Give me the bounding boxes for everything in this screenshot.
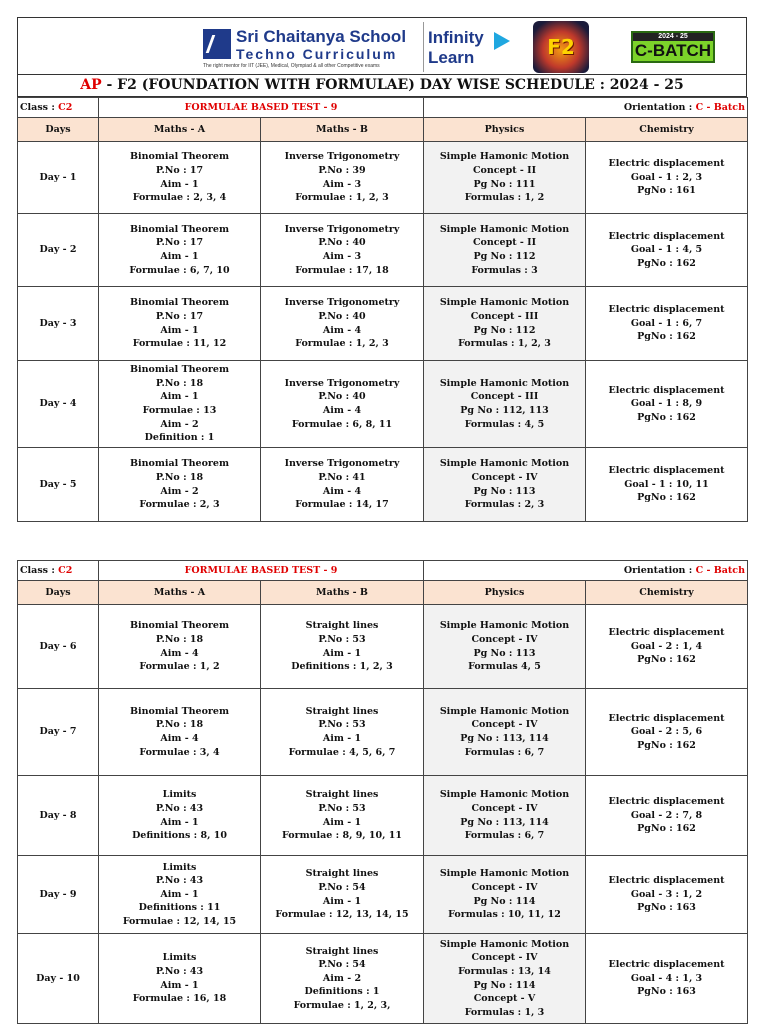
cell-line: Aim - 4 xyxy=(322,324,362,336)
cell-line: Aim - 1 xyxy=(322,895,362,907)
cell-line: P.No : 39 xyxy=(318,164,366,176)
cell-line: P.No : 17 xyxy=(155,164,204,176)
cell-line: Straight lines xyxy=(305,868,379,880)
cell-line: P.No : 41 xyxy=(318,471,366,483)
cell-line: Definitions : 8, 10 xyxy=(132,830,227,842)
cell-line: Aim - 1 xyxy=(160,178,199,190)
cell-line: Aim - 1 xyxy=(322,647,362,659)
maths-a-cell xyxy=(99,287,261,361)
col-header-days: Days xyxy=(18,118,99,142)
cell-line: Goal - 1 : 10, 11 xyxy=(624,478,709,490)
day-cell: Day - 9 xyxy=(18,856,99,934)
cell-line: Pg No : 113 xyxy=(473,485,536,497)
cell-line: Concept - IV xyxy=(471,802,538,814)
physics-cell xyxy=(424,448,586,522)
class-value: C2 xyxy=(58,101,73,113)
cell-line: Formulas : 2, 3 xyxy=(464,499,545,511)
test-name: FORMULAE BASED TEST - 9 xyxy=(99,561,424,581)
maths-a-cell xyxy=(99,856,261,934)
cell-line: PgNo : 162 xyxy=(637,411,696,423)
cell-line: Straight lines xyxy=(305,945,379,957)
cell-line: Goal - 1 : 4, 5 xyxy=(630,244,703,256)
cell-line: Aim - 1 xyxy=(160,979,199,991)
day-cell: Day - 6 xyxy=(18,605,99,689)
title-text: - F2 (FOUNDATION WITH FORMULAE) DAY WISE SCHEDULE : 2024 - 25 xyxy=(101,77,684,93)
cell-line: Formulas : 3 xyxy=(471,264,538,276)
logo-divider xyxy=(423,22,424,72)
day-cell: Day - 10 xyxy=(18,934,99,1024)
batch-year: 2024 - 25 xyxy=(633,33,713,41)
cell-line: Straight lines xyxy=(305,705,379,717)
maths-b-cell xyxy=(261,934,424,1024)
sri-chaitanya-logo xyxy=(203,27,423,71)
maths-b-cell xyxy=(261,361,424,448)
cell-line: P.No : 53 xyxy=(318,633,366,645)
cell-line: PgNo : 162 xyxy=(637,257,696,269)
orientation-value: C - Batch xyxy=(695,101,745,113)
cell-line: Electric displacement xyxy=(608,875,725,887)
cell-line: Pg No : 114 xyxy=(473,895,536,907)
maths-b-cell xyxy=(261,448,424,522)
cell-line: Formulae : 4, 5, 6, 7 xyxy=(288,746,396,758)
cell-line: Concept - IV xyxy=(471,471,538,483)
maths-a-cell xyxy=(99,214,261,287)
cell-line: Electric displacement xyxy=(608,627,725,639)
cell-line: Definitions : 1, 2, 3 xyxy=(291,661,393,673)
cell-line: P.No : 43 xyxy=(155,875,204,887)
chemistry-cell xyxy=(586,142,748,214)
cell-line: Limits xyxy=(162,952,197,964)
cell-line: Concept - V xyxy=(473,993,536,1005)
page-title xyxy=(17,75,747,97)
cell-line: Concept - III xyxy=(470,391,539,403)
cell-line: Formulas : 4, 5 xyxy=(464,418,545,430)
cell-line: P.No : 53 xyxy=(318,802,366,814)
cell-line: P.No : 40 xyxy=(318,391,366,403)
cell-line: Formulae : 12, 14, 15 xyxy=(122,915,237,927)
title-prefix: AP xyxy=(80,77,102,93)
cell-line: Formulae : 1, 2, 3 xyxy=(295,192,389,204)
cell-line: Inverse Trigonometry xyxy=(284,458,400,470)
physics-cell xyxy=(424,214,586,287)
cell-line: Electric displacement xyxy=(608,712,725,724)
class-label: Class : xyxy=(20,101,55,113)
cell-line: Aim - 4 xyxy=(322,405,362,416)
day-cell: Day - 3 xyxy=(18,287,99,361)
chemistry-cell xyxy=(586,934,748,1024)
cell-line: P.No : 17 xyxy=(155,310,204,322)
cell-line: Aim - 2 xyxy=(160,485,199,497)
cell-line: Formulae : 12, 13, 14, 15 xyxy=(275,909,409,921)
col-header-maths-a: Maths - A xyxy=(99,118,261,142)
cell-line: Goal - 2 : 1, 4 xyxy=(630,640,703,652)
table-body xyxy=(18,142,748,522)
cell-line: P.No : 17 xyxy=(155,237,204,249)
cell-line: Formulas : 13, 14 xyxy=(458,965,551,977)
partner-name-line2: Learn xyxy=(428,48,475,67)
cell-line: Aim - 3 xyxy=(322,178,362,190)
cell-line: Formulae : 2, 3, 4 xyxy=(132,192,227,204)
table-row xyxy=(18,689,748,776)
col-header-maths-a: Maths - A xyxy=(99,581,261,605)
table-row xyxy=(18,605,748,689)
cell-line: Straight lines xyxy=(305,789,379,801)
cell-line: Simple Hamonic Motion xyxy=(439,938,570,950)
physics-cell xyxy=(424,776,586,856)
maths-b-cell xyxy=(261,142,424,214)
cell-line: PgNo : 162 xyxy=(637,823,696,835)
cell-line: Goal - 3 : 1, 2 xyxy=(630,888,703,900)
cell-line: P.No : 43 xyxy=(155,965,204,977)
physics-cell xyxy=(424,287,586,361)
cell-line: Formulae : 8, 9, 10, 11 xyxy=(282,830,402,842)
cell-line: PgNo : 163 xyxy=(637,986,696,998)
col-header-maths-b: Maths - B xyxy=(261,581,424,605)
cell-line: PgNo : 162 xyxy=(637,492,696,504)
day-cell: Day - 7 xyxy=(18,689,99,776)
day-cell: Day - 1 xyxy=(18,142,99,214)
cell-line: Pg No : 113 xyxy=(473,647,536,659)
cell-line: Inverse Trigonometry xyxy=(284,223,400,235)
cell-line: Aim - 1 xyxy=(160,391,199,403)
info-row xyxy=(18,561,748,581)
maths-a-cell xyxy=(99,361,261,448)
cell-line: Pg No : 111 xyxy=(473,178,536,190)
chemistry-cell xyxy=(586,776,748,856)
school-emblem-icon xyxy=(203,29,231,59)
cell-line: Formulas : 10, 11, 12 xyxy=(448,909,561,921)
cell-line: Simple Hamonic Motion xyxy=(439,789,570,801)
cell-line: Pg No : 112, 113 xyxy=(460,405,549,416)
chemistry-cell xyxy=(586,856,748,934)
cell-line: Electric displacement xyxy=(608,465,725,477)
cell-line: Inverse Trigonometry xyxy=(284,297,400,309)
cell-line: Formulae : 2, 3 xyxy=(139,499,220,511)
maths-a-cell xyxy=(99,142,261,214)
cell-line: Goal - 4 : 1, 3 xyxy=(630,972,703,984)
table-row xyxy=(18,776,748,856)
cell-line: Formulae : 17, 18 xyxy=(295,264,389,276)
cell-line: Aim - 2 xyxy=(322,972,362,984)
cell-line: Binomial Theorem xyxy=(129,620,230,632)
table-row xyxy=(18,934,748,1024)
chemistry-cell xyxy=(586,689,748,776)
cell-line: Aim - 4 xyxy=(160,647,199,659)
cell-line: Simple Hamonic Motion xyxy=(439,458,570,470)
maths-b-cell xyxy=(261,776,424,856)
cell-line: Aim - 1 xyxy=(160,888,199,900)
cell-line: P.No : 18 xyxy=(155,719,204,731)
cell-line: Aim - 4 xyxy=(322,485,362,497)
maths-b-cell xyxy=(261,605,424,689)
cell-line: Formulae : 13 xyxy=(142,405,217,416)
maths-a-cell xyxy=(99,448,261,522)
cell-line: Goal - 1 : 8, 9 xyxy=(630,398,703,410)
cell-line: Simple Hamonic Motion xyxy=(439,151,570,163)
cell-line: Limits xyxy=(162,861,197,873)
cell-line: P.No : 40 xyxy=(318,310,366,322)
table-body xyxy=(18,605,748,1024)
col-header-chemistry: Chemistry xyxy=(586,118,748,142)
cell-line: Formulae : 1, 2 xyxy=(139,661,220,673)
cell-line: P.No : 43 xyxy=(155,802,204,814)
partner-name-line1: Infinity xyxy=(428,28,484,47)
col-header-days: Days xyxy=(18,581,99,605)
infinity-learn-logo xyxy=(428,26,516,70)
day-cell: Day - 5 xyxy=(18,448,99,522)
cell-line: Formulas : 6, 7 xyxy=(464,746,545,758)
cell-line: Concept - III xyxy=(470,310,539,322)
cell-line: Concept - IV xyxy=(471,881,538,893)
cell-line: Aim - 2 xyxy=(160,418,199,430)
header-banner xyxy=(17,17,747,75)
cell-line: Concept - II xyxy=(472,237,537,249)
cell-line: Binomial Theorem xyxy=(129,458,230,470)
cell-line: Binomial Theorem xyxy=(129,151,230,163)
cell-line: Electric displacement xyxy=(608,796,725,808)
cell-line: Formulae : 3, 4 xyxy=(139,746,220,758)
chemistry-cell xyxy=(586,287,748,361)
f2-badge-text: F2 xyxy=(547,35,575,59)
cell-line: Binomial Theorem xyxy=(129,364,230,376)
cell-line: Aim - 3 xyxy=(322,251,362,262)
cell-line: Simple Hamonic Motion xyxy=(439,868,570,880)
col-header-chemistry: Chemistry xyxy=(586,581,748,605)
cell-line: Goal - 1 : 6, 7 xyxy=(630,317,703,329)
cell-line: Definition : 1 xyxy=(144,432,215,444)
maths-a-cell xyxy=(99,776,261,856)
info-row xyxy=(18,98,748,118)
schedule-table-1 xyxy=(17,97,748,522)
cell-line: Goal - 2 : 5, 6 xyxy=(630,726,703,738)
maths-b-cell xyxy=(261,214,424,287)
physics-cell xyxy=(424,689,586,776)
cell-line: PgNo : 162 xyxy=(637,331,696,343)
table-row xyxy=(18,448,748,522)
cell-line: Concept - II xyxy=(472,164,537,176)
cell-line: P.No : 18 xyxy=(155,377,204,389)
cell-line: Definitions : 1 xyxy=(304,986,380,998)
cell-line: Electric displacement xyxy=(608,158,725,170)
cell-line: Concept - IV xyxy=(471,633,538,645)
batch-name: C-BATCH xyxy=(634,41,712,60)
cell-line: Aim - 1 xyxy=(160,816,199,828)
cell-line: Aim - 1 xyxy=(160,324,199,336)
orientation-cell xyxy=(424,98,748,118)
cell-line: Formulae : 11, 12 xyxy=(132,338,227,350)
schedule-table-2 xyxy=(17,560,748,1024)
cell-line: Concept - IV xyxy=(471,952,538,964)
orientation-label: Orientation : xyxy=(623,101,693,113)
maths-b-cell xyxy=(261,689,424,776)
cell-line: Formulae : 1, 2, 3 xyxy=(295,338,389,350)
cell-line: Aim - 1 xyxy=(160,251,199,262)
cell-line: P.No : 54 xyxy=(318,959,366,971)
cell-line: P.No : 53 xyxy=(318,719,366,731)
cell-line: PgNo : 163 xyxy=(637,902,696,914)
cell-line: Simple Hamonic Motion xyxy=(439,297,570,309)
cell-line: Goal - 1 : 2, 3 xyxy=(630,171,703,183)
cell-line: PgNo : 162 xyxy=(637,654,696,666)
physics-cell xyxy=(424,361,586,448)
cell-line: Pg No : 112 xyxy=(473,324,536,336)
physics-cell xyxy=(424,142,586,214)
chemistry-cell xyxy=(586,214,748,287)
cell-line: Pg No : 112 xyxy=(473,251,536,262)
cell-line: Pg No : 113, 114 xyxy=(460,816,549,828)
cell-line: Formulas 4, 5 xyxy=(468,661,541,673)
cell-line: Formulae : 6, 7, 10 xyxy=(129,264,230,276)
cell-line: P.No : 54 xyxy=(318,881,366,893)
class-cell xyxy=(18,98,99,118)
class-value: C2 xyxy=(58,564,73,576)
day-cell: Day - 8 xyxy=(18,776,99,856)
cell-line: Formulae : 1, 2, 3, xyxy=(293,999,391,1011)
arrow-icon xyxy=(494,32,510,50)
physics-cell xyxy=(424,856,586,934)
day-cell: Day - 2 xyxy=(18,214,99,287)
cell-line: Binomial Theorem xyxy=(129,705,230,717)
school-tagline: The right mentor for IIT (JEE), Medical, Olympiad & all other Competitive exams xyxy=(203,63,380,69)
orientation-value: C - Batch xyxy=(695,564,745,576)
physics-cell xyxy=(424,605,586,689)
cell-line: Limits xyxy=(162,789,197,801)
school-name: Sri Chaitanya School xyxy=(236,27,407,46)
table-row xyxy=(18,287,748,361)
chemistry-cell xyxy=(586,448,748,522)
chemistry-cell xyxy=(586,605,748,689)
maths-a-cell xyxy=(99,934,261,1024)
cell-line: P.No : 18 xyxy=(155,471,204,483)
cell-line: Electric displacement xyxy=(608,230,725,242)
cell-line: Inverse Trigonometry xyxy=(284,151,400,163)
orientation-cell xyxy=(424,561,748,581)
cell-line: PgNo : 162 xyxy=(637,739,696,751)
cell-line: Pg No : 113, 114 xyxy=(460,733,549,744)
class-label: Class : xyxy=(20,564,55,576)
cell-line: Electric displacement xyxy=(608,959,725,971)
cell-line: Formulas : 6, 7 xyxy=(464,830,545,842)
cell-line: Inverse Trigonometry xyxy=(284,377,400,389)
cell-line: P.No : 18 xyxy=(155,633,204,645)
class-cell xyxy=(18,561,99,581)
cell-line: Concept - IV xyxy=(471,719,538,731)
cell-line: Formulae : 16, 18 xyxy=(132,993,227,1005)
maths-b-cell xyxy=(261,287,424,361)
cell-line: Aim - 1 xyxy=(322,733,362,744)
cell-line: Simple Hamonic Motion xyxy=(439,705,570,717)
school-subtitle: Techno Curriculum xyxy=(236,46,398,62)
cell-line: P.No : 40 xyxy=(318,237,366,249)
cell-line: Formulae : 14, 17 xyxy=(295,499,389,511)
cell-line: Definitions : 11 xyxy=(138,902,221,914)
cell-line: Electric displacement xyxy=(608,384,725,396)
col-header-maths-b: Maths - B xyxy=(261,118,424,142)
test-name: FORMULAE BASED TEST - 9 xyxy=(99,98,424,118)
cell-line: Aim - 1 xyxy=(322,816,362,828)
c-batch-badge xyxy=(631,31,715,63)
table-row xyxy=(18,142,748,214)
cell-line: Binomial Theorem xyxy=(129,297,230,309)
cell-line: Electric displacement xyxy=(608,304,725,316)
cell-line: Formulas : 1, 3 xyxy=(464,1006,545,1018)
physics-cell xyxy=(424,934,586,1024)
f2-logo-badge xyxy=(533,21,589,73)
column-header-row xyxy=(18,581,748,605)
day-cell: Day - 4 xyxy=(18,361,99,448)
cell-line: Goal - 2 : 7, 8 xyxy=(630,809,703,821)
cell-line: Binomial Theorem xyxy=(129,223,230,235)
orientation-label: Orientation : xyxy=(623,564,693,576)
cell-line: Formulae : 6, 8, 11 xyxy=(291,418,393,430)
cell-line: Aim - 4 xyxy=(160,733,199,744)
cell-line: Straight lines xyxy=(305,620,379,632)
table-row xyxy=(18,361,748,448)
chemistry-cell xyxy=(586,361,748,448)
cell-line: Pg No : 114 xyxy=(473,979,536,991)
cell-line: PgNo : 161 xyxy=(637,185,696,197)
cell-line: Simple Hamonic Motion xyxy=(439,377,570,389)
cell-line: Simple Hamonic Motion xyxy=(439,223,570,235)
cell-line: Formulas : 1, 2, 3 xyxy=(458,338,551,350)
cell-line: Simple Hamonic Motion xyxy=(439,620,570,632)
col-header-physics: Physics xyxy=(424,581,586,605)
maths-b-cell xyxy=(261,856,424,934)
table-row xyxy=(18,856,748,934)
table-row xyxy=(18,214,748,287)
column-header-row xyxy=(18,118,748,142)
col-header-physics: Physics xyxy=(424,118,586,142)
cell-line: Formulas : 1, 2 xyxy=(464,192,545,204)
maths-a-cell xyxy=(99,605,261,689)
maths-a-cell xyxy=(99,689,261,776)
